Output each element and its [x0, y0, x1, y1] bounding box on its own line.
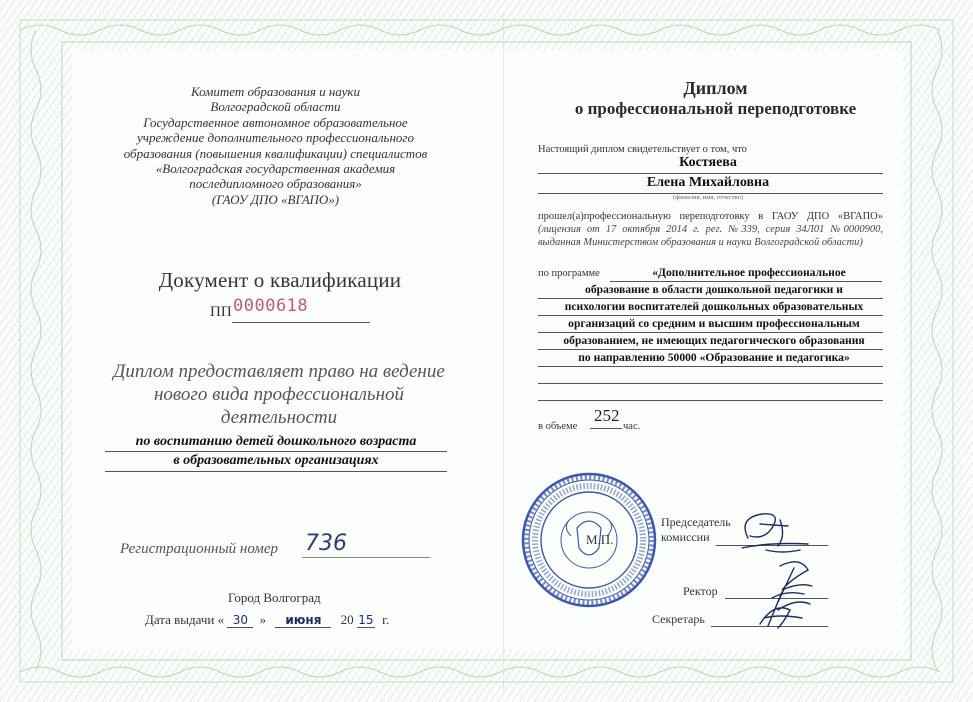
- volume-hours: 252: [594, 406, 620, 425]
- chair-label-line: Председатель: [661, 515, 731, 529]
- fio-caption: (фамилия, имя, отчество): [672, 194, 744, 201]
- issuer-line: образования (повышения квалификации) специалистов: [123, 145, 428, 161]
- date-day: 30: [227, 613, 253, 628]
- program-underline-7: [538, 383, 883, 384]
- training-statement: [538, 210, 883, 249]
- city: Город Волгоград: [228, 590, 321, 605]
- registration-label: Регистрационный номер: [120, 541, 279, 557]
- seal-label: М.П.: [586, 532, 614, 547]
- surname-underline: [538, 173, 883, 174]
- document-title: Документ о квалификации: [158, 268, 402, 292]
- date-month: июня: [275, 613, 331, 628]
- issuer-line: учреждение дополнительного профессионального: [137, 130, 414, 146]
- program-line: образование в области дошкольной педагогики и: [585, 283, 843, 296]
- date-year-suffix: 15: [358, 613, 374, 627]
- rights-statement: [105, 360, 453, 429]
- specialization-line: по воспитанию детей дошкольного возраста: [135, 434, 417, 449]
- series-number: 0000618: [233, 296, 309, 316]
- issuer-block: [108, 84, 443, 207]
- issuer-line: последипломного образования»: [189, 176, 362, 192]
- secretary-label: Секретарь: [652, 612, 705, 626]
- rector-label: Ректор: [683, 584, 718, 598]
- volume-underline: [590, 428, 622, 429]
- program-underline-6: [538, 366, 883, 367]
- volume-label: в объеме: [538, 421, 578, 432]
- program-line: организаций со средним и высшим профессиональным: [568, 317, 860, 330]
- issue-date: [145, 612, 389, 628]
- chair-label-line: комиссии: [661, 530, 710, 544]
- registration-number: 736: [305, 531, 347, 556]
- issuer-line: Комитет образования и науки: [190, 84, 360, 99]
- issuer-line: Государственное автономное образовательное: [143, 114, 408, 130]
- diploma-title: Диплом: [683, 78, 748, 98]
- series-underline: [232, 322, 370, 323]
- holder-surname: Костяева: [679, 155, 737, 170]
- spec-underline-1: [105, 451, 447, 452]
- issuer-line: (ГАОУ ДПО «ВГАПО»): [211, 191, 340, 207]
- attest-text: Настоящий диплом свидетельствует о том, что: [538, 144, 747, 155]
- rights-line: деятельности: [220, 407, 338, 428]
- program-underline-4: [538, 332, 883, 333]
- program-line: «Дополнительное профессиональное: [652, 266, 846, 279]
- issuer-line: Волгоградской области: [210, 99, 341, 115]
- signatures: [720, 506, 830, 636]
- diploma-subtitle: о профессиональной переподготовке: [574, 99, 857, 118]
- rights-line: Диплом предоставляет право на ведение: [113, 361, 445, 382]
- date-label: Дата выдачи «: [145, 612, 225, 627]
- date-close-quote: »: [259, 612, 267, 627]
- program-line: образованием, не имеющих педагогического образования: [563, 334, 865, 347]
- program-underline-5: [538, 349, 883, 350]
- program-underline-2: [538, 298, 883, 299]
- date-year-unit: г.: [382, 612, 390, 627]
- program-line: по направлению 50000 «Образование и педагогика»: [578, 351, 850, 364]
- program-underline-3: [538, 315, 883, 316]
- rights-line: нового вида профессиональной: [153, 384, 404, 405]
- volume-unit: час.: [623, 421, 641, 432]
- program-label: по программе: [538, 268, 600, 279]
- holder-given-names: Елена Михайловна: [646, 175, 770, 190]
- license-text: (лицензия от 17 октября 2014 г. рег. №339, серия 34Л01 №0000900, выданная Министерством образования и науки Волгоградской области): [538, 224, 883, 248]
- spec-underline-2: [105, 471, 447, 472]
- program-underline-1: [610, 281, 882, 282]
- page-fold: [503, 12, 505, 692]
- passed-text: прошел(а)профессиональную переподготовку в ГАОУ ДПО «ВГАПО»: [538, 211, 883, 222]
- registration-underline: [302, 557, 430, 558]
- specialization-line: в образовательных организациях: [173, 453, 379, 468]
- program-underline-8: [538, 400, 883, 401]
- date-year-prefix: 20: [340, 612, 354, 627]
- issuer-line: «Волгоградская государственная академия: [155, 161, 396, 177]
- series-prefix: ПП: [210, 304, 232, 320]
- program-line: психологии воспитателей дошкольных образовательных: [564, 300, 864, 313]
